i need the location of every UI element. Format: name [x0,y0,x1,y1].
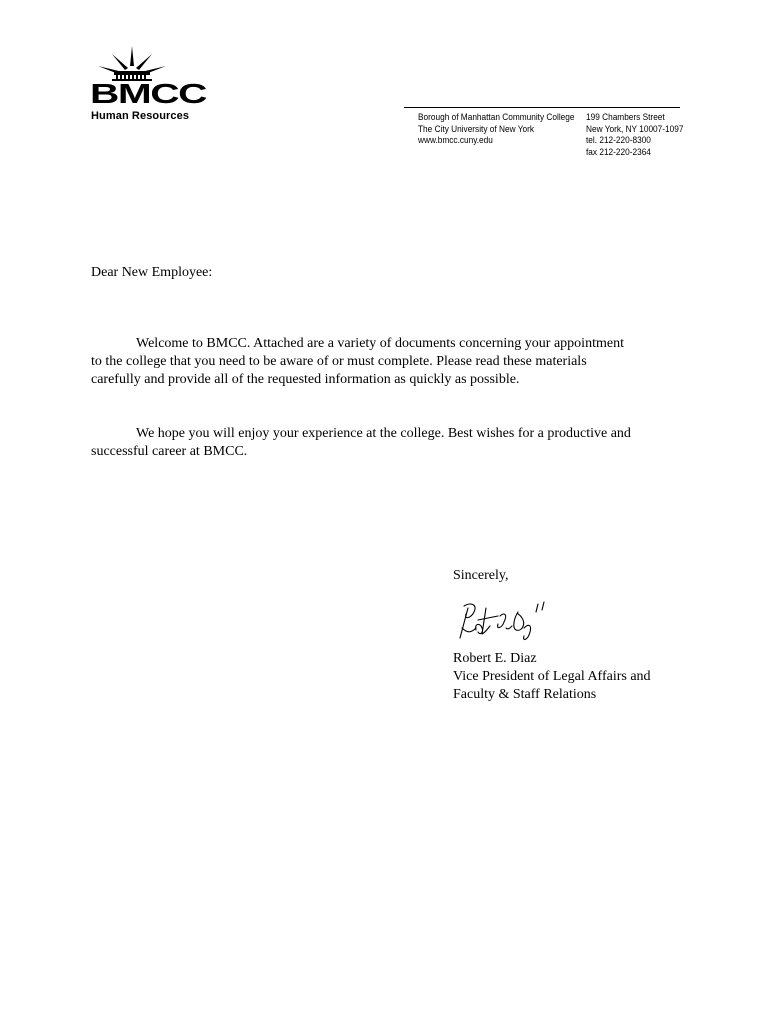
telephone: tel. 212-220-8300 [586,135,651,145]
logo-wordmark: BMCC [90,78,208,106]
paragraph-line: successful career at BMCC. [91,444,248,459]
fax: fax 212-220-2364 [586,146,651,157]
signature [452,598,562,646]
signer-block [453,650,651,704]
college-name: Borough of Manhattan Community College [418,112,575,122]
paragraph-line: carefully and provide all of the requested information as quickly as possible. [91,372,520,387]
paragraph-line: Welcome to BMCC. Attached are a variety of documents concerning your appointment [136,336,624,351]
bmcc-logo [90,44,210,106]
salutation: Dear New Employee: [91,265,213,280]
paragraph-welcome [91,335,691,389]
paragraph-line: to the college that you need to be aware of or must complete. Please read these materials [91,354,587,369]
website-link[interactable]: www.bmcc.cuny.edu [418,135,493,145]
signer-title: Vice President of Legal Affairs and [453,669,651,684]
paragraph-wishes [91,425,691,461]
crown-icon [98,46,166,81]
paragraph-line: We hope you will enjoy your experience at the college. Best wishes for a productive and [136,426,631,441]
department-name: Human Resources [91,110,190,122]
address-block-right [586,112,683,158]
university-name: The City University of New York [418,123,534,134]
closing: Sincerely, [453,568,509,583]
signer-name: Robert E. Diaz [453,651,537,666]
city-state-zip: New York, NY 10007-1097 [586,123,684,134]
letterhead-rule [404,107,680,108]
street-address: 199 Chambers Street [586,112,665,122]
address-block-left [418,112,575,147]
signer-title: Faculty & Staff Relations [453,687,597,702]
